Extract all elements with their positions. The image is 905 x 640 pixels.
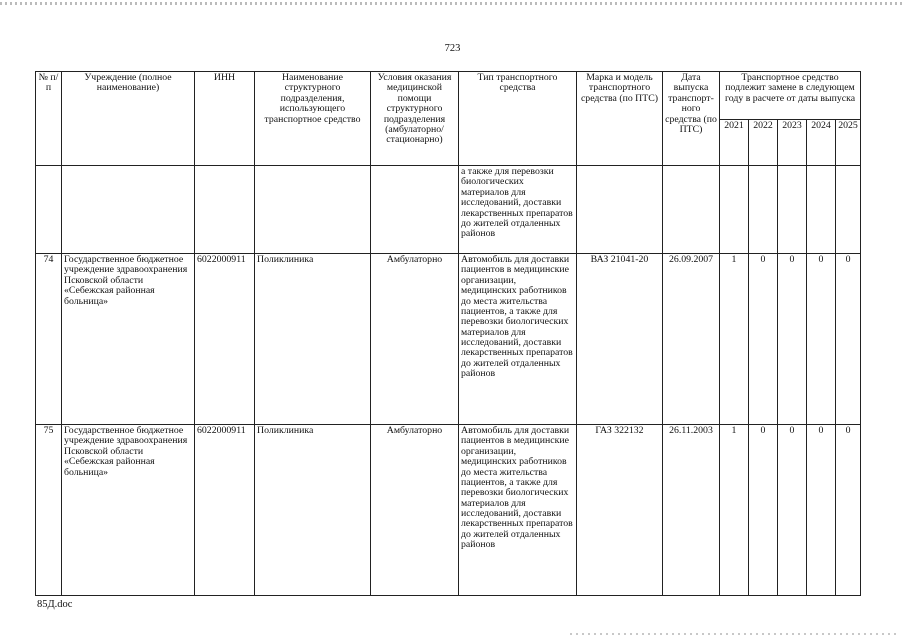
- row-inn: 6022000911: [195, 425, 255, 596]
- row-year-value: 1: [720, 425, 749, 596]
- row-year-value: 0: [836, 254, 861, 425]
- row-brand-model: ГАЗ 322132: [577, 425, 663, 596]
- row-year-value: 0: [749, 425, 778, 596]
- row-year-value: 0: [749, 254, 778, 425]
- table-row: [36, 425, 861, 596]
- row-brand-model: ВАЗ 21041-20: [577, 254, 663, 425]
- header-inn: ИНН: [195, 72, 255, 166]
- header-row: [36, 72, 861, 120]
- row-conditions: Амбулаторно: [371, 425, 459, 596]
- continuation-row: [36, 166, 861, 254]
- header-year: 2021: [720, 120, 749, 166]
- header-brand-model: Марка и модель транспортного средства (по ПТС): [577, 72, 663, 166]
- header-year: 2025: [836, 120, 861, 166]
- header-replacement-group: Транспортное средство подлежит замене в следующем году в расчете от даты выпуска: [720, 72, 861, 120]
- header-year: 2024: [807, 120, 836, 166]
- vehicle-table: [35, 71, 861, 596]
- header-year: 2022: [749, 120, 778, 166]
- header-num: № п/п: [36, 72, 62, 166]
- header-year: 2023: [778, 120, 807, 166]
- row-institution: Государственное бюджетное учреждение здравоохранения Псковской области «Себежская районная больница»: [62, 425, 195, 596]
- scan-artifact-bottom: [570, 633, 900, 635]
- scan-artifact-top: [0, 2, 905, 5]
- row-institution: Государственное бюджетное учреждение здравоохранения Псковской области «Себежская районная больница»: [62, 254, 195, 425]
- row-year-value: 1: [720, 254, 749, 425]
- row-transport-type: Автомобиль для доставки пациентов в медицинские организации, медицинских работников до места жительства пациентов, а также для перевозки биологических материалов для исследований, доставки лекарственных препаратов до жителей отдаленных районов: [459, 425, 577, 596]
- row-num: 74: [36, 254, 62, 425]
- table-row: [36, 254, 861, 425]
- row-year-value: 0: [778, 254, 807, 425]
- row-num: 75: [36, 425, 62, 596]
- row-inn: 6022000911: [195, 254, 255, 425]
- row-conditions: Амбулаторно: [371, 254, 459, 425]
- page-number: 723: [444, 43, 461, 54]
- row-issue-date: 26.09.2007: [663, 254, 720, 425]
- row-year-value: 0: [807, 425, 836, 596]
- row-subdivision: Поликлиника: [255, 425, 371, 596]
- row-year-value: 0: [836, 425, 861, 596]
- header-conditions: Условия оказания медицинской помощи структурного подразделения (амбулаторно/ стационарно): [371, 72, 459, 166]
- header-institution: Учреждение (полное наименование): [62, 72, 195, 166]
- continuation-transport-type: а также для перевозки биологических материалов для исследований, доставки лекарственных препаратов до жителей отдаленных районов: [459, 166, 577, 254]
- row-year-value: 0: [807, 254, 836, 425]
- header-transport-type: Тип транспортного средства: [459, 72, 577, 166]
- footer-filename: 85Д.doc: [37, 599, 73, 610]
- row-year-value: 0: [778, 425, 807, 596]
- row-issue-date: 26.11.2003: [663, 425, 720, 596]
- header-issue-date: Дата выпуска транспорт-ного средства (по ПТС): [663, 72, 720, 166]
- header-subdivision: Наименование структурного подразделения, использующего транспортное средство: [255, 72, 371, 166]
- row-transport-type: Автомобиль для доставки пациентов в медицинские организации, медицинских работников до места жительства пациентов, а также для перевозки биологических материалов для исследований, доставки лекарственных препаратов до жителей отдаленных районов: [459, 254, 577, 425]
- row-subdivision: Поликлиника: [255, 254, 371, 425]
